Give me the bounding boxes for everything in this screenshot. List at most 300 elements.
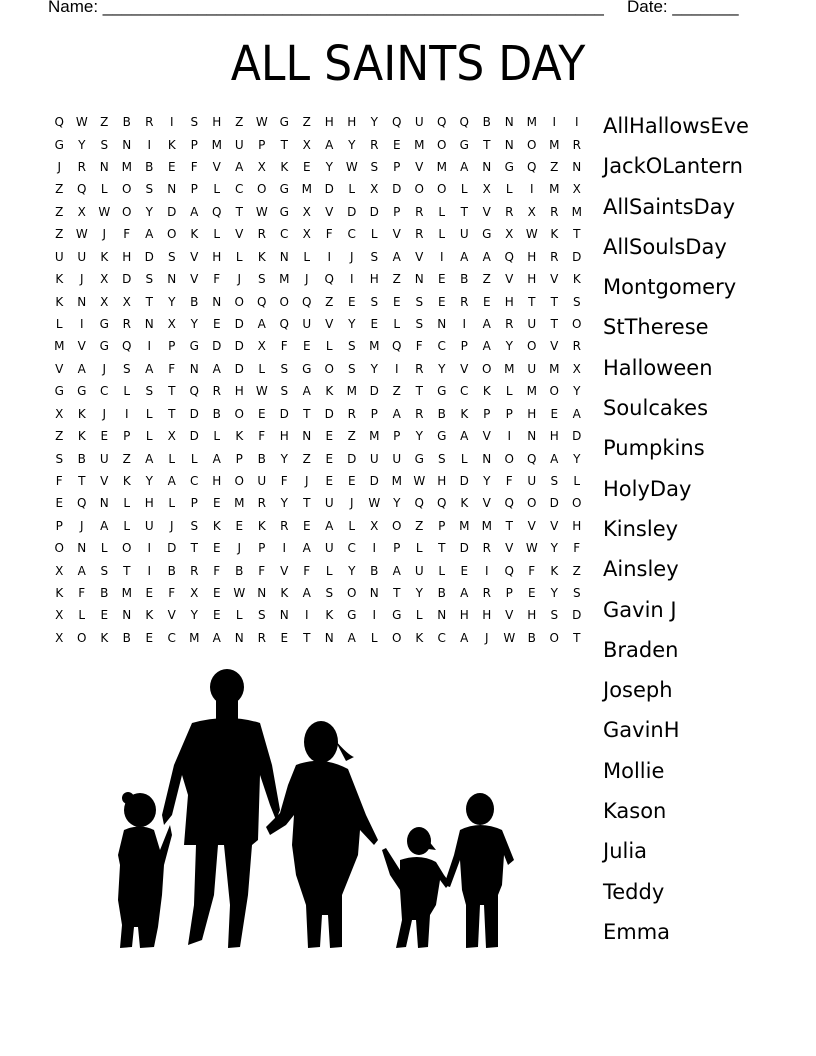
grid-cell: F	[258, 563, 266, 578]
grid-cell: D	[369, 204, 379, 219]
grid-cell: V	[167, 608, 176, 623]
grid-cell: A	[460, 586, 469, 601]
grid-cell: O	[122, 541, 132, 556]
grid-cell: M	[54, 339, 65, 354]
grid-cell: W	[233, 586, 246, 601]
grid-cell: I	[574, 115, 579, 130]
grid-cell: J	[349, 249, 354, 264]
grid-cell: V	[505, 272, 514, 287]
grid-cell: L	[438, 563, 446, 578]
grid-cell: Q	[189, 384, 199, 399]
grid-cell: H	[527, 608, 537, 623]
grid-cell: N	[324, 630, 334, 645]
grid-cell: N	[279, 249, 289, 264]
word-list-item: Halloween	[603, 355, 713, 380]
grid-cell: V	[482, 429, 491, 444]
grid-cell: M	[279, 272, 290, 287]
grid-row	[48, 246, 588, 268]
grid-cell: I	[529, 182, 534, 197]
word-list-item: Soulcakes	[603, 396, 709, 421]
grid-cell: L	[325, 563, 333, 578]
grid-cell: O	[54, 541, 64, 556]
grid-cell: K	[325, 608, 334, 623]
grid-cell: N	[99, 160, 109, 175]
grid-cell: I	[462, 317, 467, 331]
grid-cell: K	[325, 384, 334, 399]
word-list-item: StTherese	[603, 315, 709, 340]
grid-cell: O	[527, 137, 537, 152]
grid-cell: K	[460, 496, 469, 511]
grid-cell: L	[325, 339, 333, 354]
grid-cell: U	[459, 227, 469, 242]
grid-cell: S	[145, 182, 154, 197]
grid-cell: P	[258, 137, 266, 152]
grid-cell: Z	[392, 272, 401, 287]
grid-cell: N	[257, 586, 267, 601]
grid-cell: K	[55, 586, 64, 601]
grid-cell: V	[280, 563, 289, 578]
grid-cell: J	[237, 541, 242, 556]
grid-cell: R	[122, 317, 131, 331]
grid-cell: P	[258, 541, 266, 556]
grid-cell: A	[392, 249, 401, 264]
grid-cell: Q	[414, 496, 424, 511]
grid-cell: G	[77, 384, 87, 399]
grid-cell: V	[550, 518, 559, 533]
grid-cell: M	[301, 182, 312, 197]
grid-cell: L	[145, 406, 153, 421]
grid-cell: D	[144, 249, 154, 264]
grid-cell: O	[572, 317, 582, 331]
grid-cell: N	[482, 160, 492, 175]
grid-cell: V	[527, 518, 536, 533]
grid-cell: H	[279, 429, 289, 444]
word-list-item: GavinH	[603, 718, 680, 743]
grid-cell: E	[347, 294, 356, 309]
grid-cell: J	[102, 227, 107, 242]
grid-cell: H	[212, 249, 222, 264]
grid-cell: Q	[54, 115, 64, 130]
grid-cell: I	[304, 608, 309, 623]
word-list-item: Montgomery	[603, 275, 737, 300]
grid-cell: Z	[235, 115, 244, 130]
grid-cell: Y	[78, 137, 86, 152]
grid-cell: V	[415, 160, 424, 175]
grid-cell: S	[257, 272, 266, 287]
grid-cell: T	[235, 204, 243, 219]
grid-cell: X	[370, 182, 379, 197]
grid-cell: F	[303, 563, 311, 578]
grid-cell: P	[123, 429, 131, 444]
grid-cell: R	[572, 339, 581, 354]
grid-cell: P	[393, 541, 401, 556]
grid-cell: E	[325, 473, 334, 488]
grid-cell: D	[324, 182, 334, 197]
grid-cell: G	[54, 137, 64, 152]
grid-cell: A	[167, 473, 176, 488]
grid-cell: H	[212, 473, 222, 488]
grid-cell: R	[482, 541, 491, 556]
grid-cell: I	[169, 115, 174, 130]
grid-cell: E	[100, 608, 109, 623]
grid-cell: H	[234, 384, 244, 399]
grid-row	[48, 559, 588, 581]
grid-cell: Q	[212, 204, 222, 219]
grid-cell: R	[572, 137, 581, 152]
grid-cell: R	[370, 137, 379, 152]
grid-cell: K	[100, 249, 109, 264]
grid-cell: K	[460, 406, 469, 421]
grid-cell: R	[257, 630, 266, 645]
grid-cell: I	[79, 317, 84, 331]
word-list-item: JackOLantern	[603, 154, 743, 179]
grid-cell: O	[527, 496, 537, 511]
name-field: Name: _____________________________________________________	[48, 0, 604, 16]
grid-cell: O	[504, 451, 514, 466]
grid-cell: S	[55, 451, 64, 466]
grid-cell: S	[122, 361, 131, 376]
grid-cell: F	[168, 586, 176, 601]
grid-cell: E	[257, 406, 266, 421]
grid-cell: E	[482, 294, 491, 309]
grid-cell: X	[100, 272, 109, 287]
grid-cell: D	[167, 204, 177, 219]
grid-cell: X	[257, 339, 266, 354]
grid-cell: Y	[348, 563, 356, 578]
grid-cell: Y	[573, 384, 581, 399]
grid-cell: R	[145, 115, 154, 130]
grid-cell: O	[482, 361, 492, 376]
grid-cell: U	[99, 451, 109, 466]
grid-cell: J	[349, 496, 354, 511]
grid-cell: M	[391, 473, 402, 488]
grid-cell: T	[438, 541, 446, 556]
grid-cell: E	[212, 317, 221, 331]
grid-cell: H	[437, 473, 447, 488]
grid-cell: K	[550, 227, 559, 242]
grid-cell: U	[257, 473, 267, 488]
grid-cell: G	[392, 608, 402, 623]
grid-cell: N	[99, 496, 109, 511]
grid-cell: Z	[572, 563, 581, 578]
grid-cell: C	[235, 182, 244, 197]
grid-cell: R	[415, 361, 424, 376]
grid-cell: D	[189, 429, 199, 444]
grid-cell: V	[550, 272, 559, 287]
grid-cell: L	[460, 451, 468, 466]
grid-cell: E	[167, 160, 176, 175]
grid-cell: N	[189, 361, 199, 376]
grid-cell: R	[505, 317, 514, 331]
grid-cell: I	[372, 541, 377, 556]
grid-cell: U	[414, 115, 424, 130]
grid-cell: Q	[77, 182, 87, 197]
grid-cell: O	[279, 294, 289, 309]
grid-cell: T	[505, 518, 513, 533]
grid-cell: J	[484, 630, 489, 645]
grid-cell: Y	[438, 361, 446, 376]
grid-cell: F	[505, 473, 513, 488]
grid-cell: Y	[190, 317, 198, 331]
grid-cell: Z	[415, 518, 424, 533]
grid-cell: R	[77, 160, 86, 175]
grid-cell: B	[460, 272, 469, 287]
grid-cell: K	[55, 294, 64, 309]
grid-cell: R	[482, 586, 491, 601]
grid-cell: T	[168, 384, 176, 399]
grid-cell: U	[527, 361, 537, 376]
grid-cell: Q	[257, 294, 267, 309]
grid-cell: I	[484, 563, 489, 578]
grid-cell: Z	[302, 115, 311, 130]
grid-cell: R	[415, 406, 424, 421]
grid-cell: E	[325, 451, 334, 466]
word-list-item: Pumpkins	[603, 436, 705, 461]
grid-row	[48, 627, 588, 649]
grid-cell: F	[190, 160, 198, 175]
grid-cell: Y	[573, 451, 581, 466]
grid-cell: E	[302, 339, 311, 354]
grid-row	[48, 425, 588, 447]
grid-cell: S	[370, 249, 379, 264]
grid-cell: M	[504, 361, 515, 376]
grid-cell: E	[460, 563, 469, 578]
grid-cell: S	[145, 384, 154, 399]
grid-cell: E	[550, 406, 559, 421]
grid-cell: O	[257, 182, 267, 197]
grid-cell: Y	[280, 451, 288, 466]
grid-cell: O	[437, 137, 447, 152]
grid-cell: I	[124, 406, 129, 421]
word-list-item: Julia	[603, 839, 648, 864]
grid-cell: L	[168, 451, 176, 466]
grid-cell: N	[77, 541, 87, 556]
grid-cell: Q	[392, 115, 402, 130]
grid-cell: D	[347, 451, 357, 466]
grid-cell: Q	[279, 317, 289, 331]
grid-cell: O	[549, 630, 559, 645]
grid-cell: V	[415, 249, 424, 264]
grid-cell: X	[167, 429, 176, 444]
grid-cell: Y	[415, 586, 423, 601]
grid-cell: X	[77, 204, 86, 219]
grid-cell: L	[235, 249, 243, 264]
grid-cell: V	[235, 227, 244, 242]
grid-cell: A	[145, 227, 154, 242]
grid-cell: X	[482, 182, 491, 197]
grid-cell: N	[504, 115, 514, 130]
grid-cell: E	[212, 586, 221, 601]
grid-cell: F	[123, 227, 131, 242]
grid-cell: Z	[55, 429, 64, 444]
grid-cell: S	[100, 563, 109, 578]
grid-cell: O	[234, 294, 244, 309]
grid-cell: C	[100, 384, 109, 399]
grid-row	[48, 515, 588, 537]
grid-cell: L	[370, 630, 378, 645]
grid-cell: Q	[77, 496, 87, 511]
grid-cell: A	[392, 563, 401, 578]
grid-cell: G	[189, 339, 199, 354]
grid-cell: O	[77, 630, 87, 645]
grid-cell: L	[168, 496, 176, 511]
grid-cell: W	[525, 227, 538, 242]
grid-cell: C	[437, 630, 446, 645]
grid-cell: R	[257, 227, 266, 242]
grid-cell: Y	[415, 429, 423, 444]
grid-cell: V	[190, 249, 199, 264]
grid-cell: U	[527, 317, 537, 331]
grid-cell: Q	[324, 272, 334, 287]
grid-cell: D	[572, 429, 582, 444]
grid-cell: Q	[302, 294, 312, 309]
grid-cell: L	[190, 451, 198, 466]
grid-cell: J	[102, 361, 107, 376]
grid-cell: F	[213, 272, 221, 287]
grid-cell: Z	[55, 204, 64, 219]
grid-cell: E	[370, 317, 379, 331]
grid-cell: T	[280, 137, 288, 152]
grid-cell: B	[482, 115, 491, 130]
grid-cell: T	[168, 406, 176, 421]
grid-cell: S	[100, 137, 109, 152]
grid-cell: X	[100, 294, 109, 309]
grid-cell: D	[167, 541, 177, 556]
grid-cell: H	[122, 249, 132, 264]
grid-cell: H	[527, 249, 537, 264]
grid-cell: B	[77, 451, 86, 466]
grid-cell: Y	[370, 361, 378, 376]
grid-cell: W	[525, 541, 538, 556]
grid-cell: P	[190, 137, 198, 152]
grid-cell: O	[324, 361, 334, 376]
grid-cell: Z	[302, 451, 311, 466]
grid-cell: J	[304, 473, 309, 488]
grid-cell: I	[372, 608, 377, 623]
grid-cell: N	[572, 160, 582, 175]
grid-cell: N	[437, 608, 447, 623]
grid-row	[48, 582, 588, 604]
grid-cell: I	[147, 339, 152, 354]
grid-cell: P	[190, 182, 198, 197]
grid-cell: K	[77, 429, 86, 444]
grid-cell: Q	[527, 160, 537, 175]
grid-cell: I	[552, 115, 557, 130]
grid-cell: W	[345, 160, 358, 175]
grid-cell: E	[212, 541, 221, 556]
grid-cell: L	[505, 384, 513, 399]
grid-row	[48, 380, 588, 402]
grid-cell: T	[550, 317, 558, 331]
grid-cell: P	[483, 406, 491, 421]
grid-cell: F	[213, 563, 221, 578]
grid-cell: A	[325, 518, 334, 533]
grid-cell: K	[145, 608, 154, 623]
grid-cell: T	[303, 496, 311, 511]
grid-cell: M	[526, 384, 537, 399]
grid-cell: A	[460, 630, 469, 645]
grid-cell: T	[550, 294, 558, 309]
grid-cell: S	[415, 317, 424, 331]
grid-cell: W	[255, 384, 268, 399]
grid-cell: U	[414, 563, 424, 578]
grid-cell: X	[55, 608, 64, 623]
grid-row	[48, 358, 588, 380]
grid-cell: M	[549, 182, 560, 197]
grid-cell: R	[415, 227, 424, 242]
grid-cell: B	[145, 160, 154, 175]
grid-cell: O	[392, 630, 402, 645]
grid-cell: A	[482, 317, 491, 331]
grid-cell: O	[167, 227, 177, 242]
grid-cell: V	[77, 339, 86, 354]
grid-row	[48, 268, 588, 290]
word-list-item: Kason	[603, 799, 667, 824]
grid-cell: K	[280, 586, 289, 601]
grid-cell: L	[370, 227, 378, 242]
grid-cell: E	[325, 429, 334, 444]
grid-cell: M	[211, 137, 222, 152]
grid-row	[48, 402, 588, 424]
grid-cell: A	[212, 630, 221, 645]
grid-cell: O	[234, 406, 244, 421]
grid-cell: R	[190, 563, 199, 578]
grid-cell: D	[369, 384, 379, 399]
grid-cell: H	[324, 115, 334, 130]
word-list-item: Mollie	[603, 758, 665, 783]
grid-cell: Q	[504, 496, 514, 511]
grid-cell: B	[235, 563, 244, 578]
grid-cell: L	[415, 541, 423, 556]
grid-cell: P	[505, 406, 513, 421]
grid-cell: F	[258, 429, 266, 444]
grid-cell: Y	[145, 204, 153, 219]
grid-cell: S	[347, 361, 356, 376]
grid-cell: G	[459, 137, 469, 152]
word-list-item: Joseph	[603, 678, 673, 703]
word-list-item: Emma	[603, 919, 671, 944]
grid-cell: B	[527, 630, 536, 645]
grid-cell: G	[482, 227, 492, 242]
grid-cell: F	[280, 339, 288, 354]
grid-cell: M	[481, 518, 492, 533]
grid-cell: E	[280, 630, 289, 645]
grid-cell: S	[572, 586, 581, 601]
grid-cell: H	[527, 406, 537, 421]
grid-cell: T	[528, 294, 536, 309]
grid-cell: X	[527, 204, 536, 219]
grid-cell: H	[504, 294, 514, 309]
grid-cell: L	[100, 182, 108, 197]
grid-cell: S	[280, 384, 289, 399]
grid-cell: A	[190, 204, 199, 219]
grid-cell: M	[526, 115, 537, 130]
grid-cell: D	[549, 496, 559, 511]
grid-cell: G	[99, 339, 109, 354]
grid-cell: L	[393, 317, 401, 331]
grid-row	[48, 313, 588, 335]
grid-cell: C	[347, 541, 356, 556]
grid-cell: S	[280, 361, 289, 376]
grid-cell: E	[392, 137, 401, 152]
grid-cell: X	[370, 518, 379, 533]
grid-cell: S	[550, 473, 559, 488]
grid-cell: J	[79, 272, 84, 287]
grid-cell: C	[280, 227, 289, 242]
grid-cell: N	[212, 294, 222, 309]
grid-cell: Y	[325, 160, 333, 175]
word-list-item: AllHallowsEve	[603, 114, 749, 138]
